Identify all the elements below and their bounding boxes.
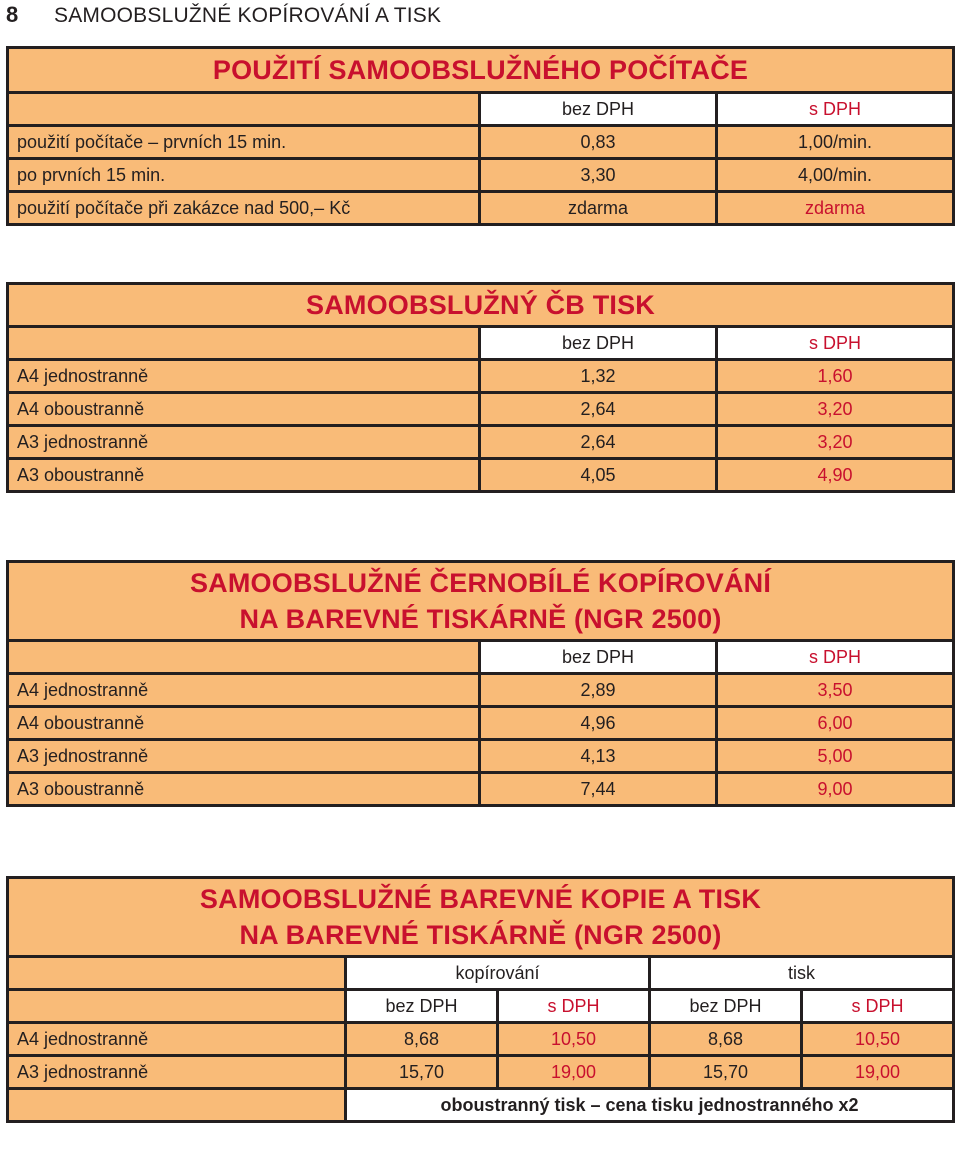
price-bez-dph: 4,13 (480, 740, 717, 773)
table-title-line-1: SAMOOBSLUŽNÉ BAREVNÉ KOPIE A TISK (199, 884, 762, 914)
price-s-dph: zdarma (717, 192, 954, 225)
col-header-s-dph: s DPH (717, 641, 954, 674)
table-row (8, 740, 954, 773)
price-s-dph: 4,00/min. (717, 159, 954, 192)
copy-price-bez-dph: 8,68 (346, 1023, 498, 1056)
table-row (8, 1056, 954, 1089)
copy-price-s-dph: 19,00 (498, 1056, 650, 1089)
row-label: po prvních 15 min. (8, 159, 480, 192)
print-price-bez-dph: 8,68 (650, 1023, 802, 1056)
copy-price-bez-dph: 15,70 (346, 1056, 498, 1089)
table-row (8, 159, 954, 192)
col-header-copy-bez-dph: bez DPH (346, 990, 498, 1023)
col-header-bez-dph: bez DPH (480, 93, 717, 126)
print-price-s-dph: 10,50 (802, 1023, 954, 1056)
page-number: 8 (6, 2, 19, 27)
color-copy-print-table (6, 876, 955, 1123)
price-bez-dph: 3,30 (480, 159, 717, 192)
price-s-dph: 9,00 (717, 773, 954, 806)
price-s-dph: 6,00 (717, 707, 954, 740)
group-header-copying: kopírování (346, 957, 650, 990)
col-header-copy-s-dph: s DPH (498, 990, 650, 1023)
computer-use-price-table (6, 46, 955, 226)
table-row (8, 674, 954, 707)
print-price-bez-dph: 15,70 (650, 1056, 802, 1089)
table-row (8, 773, 954, 806)
table-title: SAMOOBSLUŽNÝ ČB TISK (8, 284, 954, 327)
price-s-dph: 3,50 (717, 674, 954, 707)
header-blank (8, 641, 480, 674)
copy-price-s-dph: 10,50 (498, 1023, 650, 1056)
table-title (8, 562, 954, 641)
row-label: A3 oboustranně (8, 773, 480, 806)
table-row (8, 707, 954, 740)
header-blank (8, 327, 480, 360)
col-header-s-dph: s DPH (717, 327, 954, 360)
header-blank (8, 93, 480, 126)
print-price-s-dph: 19,00 (802, 1056, 954, 1089)
price-bez-dph: 0,83 (480, 126, 717, 159)
row-label: použití počítače při zakázce nad 500,– Kč (8, 192, 480, 225)
row-label: A4 jednostranně (8, 1023, 346, 1056)
price-bez-dph: 1,32 (480, 360, 717, 393)
row-label: A3 jednostranně (8, 426, 480, 459)
price-bez-dph: 2,64 (480, 393, 717, 426)
bw-print-price-table (6, 282, 955, 493)
table-row (8, 426, 954, 459)
price-bez-dph: 4,96 (480, 707, 717, 740)
price-s-dph: 1,00/min. (717, 126, 954, 159)
group-header-printing: tisk (650, 957, 954, 990)
row-label: A3 jednostranně (8, 1056, 346, 1089)
price-s-dph: 5,00 (717, 740, 954, 773)
header-blank (8, 990, 346, 1023)
col-header-bez-dph: bez DPH (480, 641, 717, 674)
table-title (8, 878, 954, 957)
row-label: A4 jednostranně (8, 360, 480, 393)
table-title-line-2: NA BAREVNÉ TISKÁRNĚ (NGR 2500) (239, 604, 722, 634)
row-label: A4 jednostranně (8, 674, 480, 707)
table-row (8, 360, 954, 393)
price-bez-dph: 4,05 (480, 459, 717, 492)
duplex-note: oboustranný tisk – cena tisku jednostranného x2 (346, 1089, 954, 1122)
table-row (8, 393, 954, 426)
table-title: POUŽITÍ SAMOOBSLUŽNÉHO POČÍTAČE (8, 48, 954, 93)
row-label: použití počítače – prvních 15 min. (8, 126, 480, 159)
row-label: A3 oboustranně (8, 459, 480, 492)
col-header-print-s-dph: s DPH (802, 990, 954, 1023)
table-title-line-1: SAMOOBSLUŽNÉ ČERNOBÍLÉ KOPÍROVÁNÍ (189, 568, 772, 598)
row-label: A3 jednostranně (8, 740, 480, 773)
col-header-print-bez-dph: bez DPH (650, 990, 802, 1023)
note-blank (8, 1089, 346, 1122)
table-title-line-2: NA BAREVNÉ TISKÁRNĚ (NGR 2500) (239, 920, 722, 950)
table-row (8, 1023, 954, 1056)
table-row (8, 459, 954, 492)
price-s-dph: 3,20 (717, 426, 954, 459)
page-header (0, 0, 960, 32)
row-label: A4 oboustranně (8, 707, 480, 740)
price-bez-dph: zdarma (480, 192, 717, 225)
page-title: SAMOOBSLUŽNÉ KOPÍROVÁNÍ A TISK (54, 4, 442, 27)
price-s-dph: 3,20 (717, 393, 954, 426)
price-s-dph: 4,90 (717, 459, 954, 492)
table-row (8, 126, 954, 159)
col-header-s-dph: s DPH (717, 93, 954, 126)
table-row (8, 192, 954, 225)
row-label: A4 oboustranně (8, 393, 480, 426)
price-bez-dph: 7,44 (480, 773, 717, 806)
bw-copy-color-printer-table (6, 560, 955, 807)
header-blank (8, 957, 346, 990)
col-header-bez-dph: bez DPH (480, 327, 717, 360)
price-s-dph: 1,60 (717, 360, 954, 393)
price-bez-dph: 2,89 (480, 674, 717, 707)
price-bez-dph: 2,64 (480, 426, 717, 459)
